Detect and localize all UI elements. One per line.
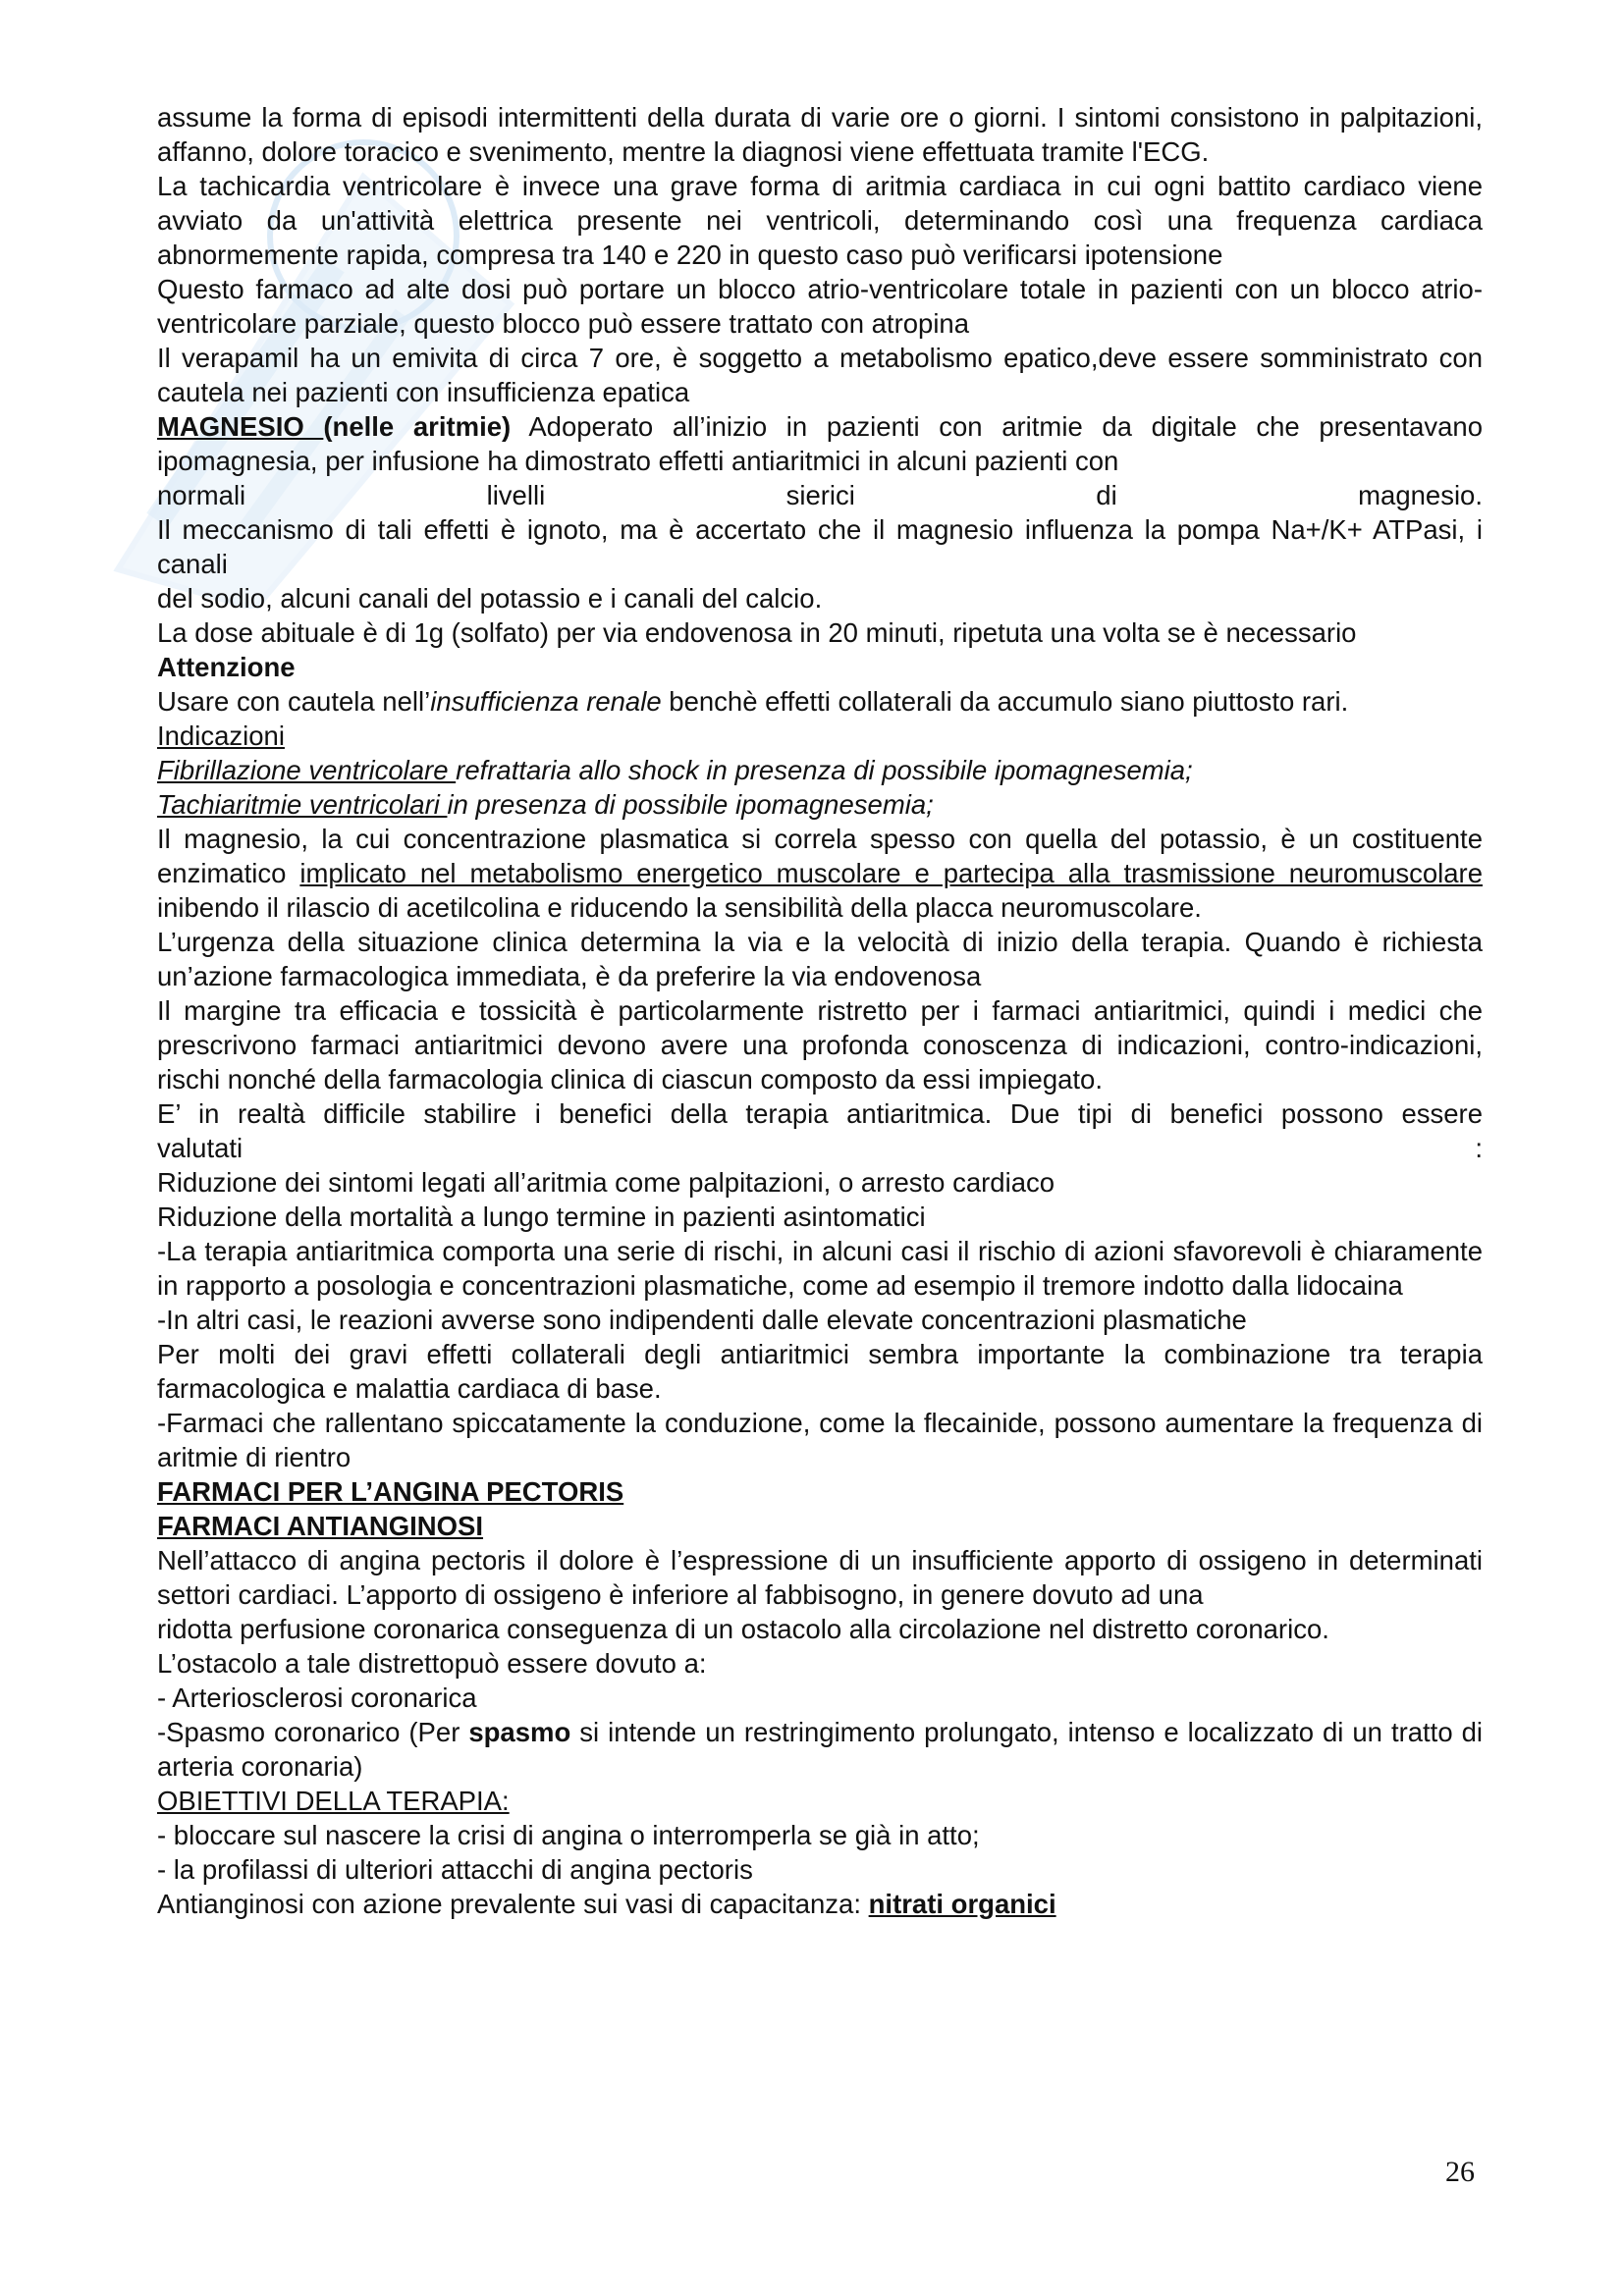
paragraph-italic: insufficienza renale (430, 686, 662, 717)
indication-text: in presenza di possibile ipomagnesemia; (447, 789, 934, 820)
section-heading: FARMACI ANTIANGINOSI (157, 1511, 484, 1541)
paragraph-bold: nitrati organici (868, 1889, 1056, 1919)
paragraph: assume la forma di episodi intermittenti della durata di varie ore o giorni. I sintomi consistono in palpitazioni, affanno, dolore toracico e svenimento, mentre la diagnosi viene effettuata tramite l'ECG. (157, 102, 1483, 167)
paragraph: La tachicardia ventricolare è invece una grave forma di aritmia cardiaca in cui ogni battito cardiaco viene avviato da un'attività elettrica presente nei ventricoli, determinando così una frequenza cardiaca abnormemente rapida, compresa tra 140 e 220 in questo caso può verificarsi ipotensione (157, 171, 1483, 270)
indication-text: refrattaria allo shock in presenza di possibile ipomagnesemia; (456, 755, 1193, 785)
paragraph: Per molti dei gravi effetti collaterali degli antiaritmici sembra importante la combinazione tra terapia farmacologica e malattia cardiaca di base. (157, 1339, 1483, 1404)
paragraph-bold: spasmo (468, 1717, 571, 1747)
paragraph: -Farmaci che rallentano spiccatamente la conduzione, come la flecainide, possono aumentare la frequenza di aritmie di rientro (157, 1408, 1483, 1472)
magnesio-heading: MAGNESIO (157, 411, 324, 442)
paragraph: Riduzione della mortalità a lungo termine in pazienti asintomatici (157, 1201, 926, 1232)
paragraph-text: benchè effetti collaterali da accumulo siano piuttosto rari. (661, 686, 1349, 717)
paragraph: L’ostacolo a tale distrettopuò essere dovuto a: (157, 1648, 707, 1679)
obiettivi-heading: OBIETTIVI DELLA TERAPIA: (157, 1786, 510, 1816)
indicazioni-heading: Indicazioni (157, 721, 285, 751)
paragraph: Il margine tra efficacia e tossicità è particolarmente ristretto per i farmaci antiaritmici, quindi i medici che prescrivono farmaci antiaritmici devono avere una profonda conoscenza di indicazioni, contro-indicazioni, rischi nonché della farmacologia clinica di ciascun composto da essi impiegato. (157, 995, 1483, 1095)
paragraph: valutati : (157, 1133, 1483, 1163)
paragraph-text: inibendo il rilascio di acetilcolina e riducendo la sensibilità della placca neuromuscolare. (157, 892, 1202, 923)
paragraph: Nell’attacco di angina pectoris il dolore è l’espressione di un insufficiente apporto di ossigeno in determinati settori cardiaci. L’apporto di ossigeno è inferiore al fabbisogno, in genere dovuto ad una (157, 1545, 1483, 1610)
paragraph: ridotta perfusione coronarica conseguenza di un ostacolo alla circolazione nel distretto coronarico. (157, 1614, 1329, 1644)
section-heading: FARMACI PER L’ANGINA PECTORIS (157, 1476, 624, 1507)
paragraph-text: Il magnesio, la cui concentrazione plasmatica si correla spesso con quella del potassio, è un costituente enzimatico (157, 824, 1483, 888)
indication-term: Tachiaritmie ventricolari (157, 789, 448, 820)
list-item: - bloccare sul nascere la crisi di angina o interromperla se già in atto; (157, 1820, 980, 1850)
magnesio-paragraph (157, 409, 1483, 478)
paragraph-text: Usare con cautela nell’ (157, 686, 431, 717)
paragraph-text: si intende un restringimento prolungato, intenso e localizzato di un tratto di arteria coronaria) (157, 1717, 1483, 1782)
paragraph (157, 684, 1483, 719)
list-item (157, 1715, 1483, 1784)
paragraph: Il meccanismo di tali effetti è ignoto, ma è accertato che il magnesio influenza la pompa Na+/K+ ATPasi, i canali (157, 514, 1483, 579)
paragraph: -In altri casi, le reazioni avverse sono indipendenti dalle elevate concentrazioni plasmatiche (157, 1305, 1247, 1335)
paragraph: del sodio, alcuni canali del potassio e i canali del calcio. (157, 583, 823, 614)
indication-term: Fibrillazione ventricolare (157, 755, 457, 785)
paragraph: -La terapia antiaritmica comporta una serie di rischi, in alcuni casi il rischio di azioni sfavorevoli è chiaramente in rapporto a posologia e concentrazioni plasmatiche, come ad esempio il tremore indotto dalla lidocaina (157, 1236, 1483, 1301)
paragraph-underlined: implicato nel metabolismo energetico muscolare e partecipa alla trasmissione neuromuscolare (299, 858, 1483, 888)
paragraph-text: Adoperato all’inizio in pazienti con aritmie da digitale che presentavano ipomagnesia, per infusione ha dimostrato effetti antiaritmici in alcuni pazienti con (157, 411, 1484, 476)
paragraph: L’urgenza della situazione clinica determina la via e la velocità di inizio della terapia. Quando è richiesta un’azione farmacologica immediata, è da preferire la via endovenosa (157, 927, 1483, 991)
paragraph: Riduzione dei sintomi legati all’aritmia come palpitazioni, o arresto cardiaco (157, 1167, 1055, 1198)
paragraph: E’ in realtà difficile stabilire i benefici della terapia antiaritmica. Due tipi di benefici possono essere (157, 1098, 1483, 1129)
paragraph: La dose abituale è di 1g (solfato) per via endovenosa in 20 minuti, ripetuta una volta se è necessario (157, 617, 1357, 648)
list-item: - la profilassi di ulteriori attacchi di angina pectoris (157, 1854, 753, 1885)
paragraph: normali livelli sierici di magnesio. (157, 480, 1483, 510)
paragraph-text: -Spasmo coronarico (Per (157, 1717, 469, 1747)
indication-item (157, 753, 1483, 787)
paragraph (157, 1887, 1483, 1921)
paragraph: Questo farmaco ad alte dosi può portare un blocco atrio-ventricolare totale in pazienti con un blocco atrio-ventricolare parziale, questo blocco può essere trattato con atropina (157, 274, 1483, 339)
paragraph-text: Antianginosi con azione prevalente sui vasi di capacitanza: (157, 1889, 869, 1919)
attenzione-heading: Attenzione (157, 652, 296, 682)
paragraph: Il verapamil ha un emivita di circa 7 ore, è soggetto a metabolismo epatico,deve essere somministrato con cautela nei pazienti con insufficienza epatica (157, 343, 1483, 407)
document-body (157, 100, 1483, 1921)
indication-item (157, 787, 1483, 822)
list-item: - Arteriosclerosi coronarica (157, 1682, 477, 1713)
magnesio-subheading: (nelle aritmie) (323, 411, 512, 442)
page-number: 26 (1445, 2156, 1475, 2188)
paragraph (157, 822, 1483, 925)
